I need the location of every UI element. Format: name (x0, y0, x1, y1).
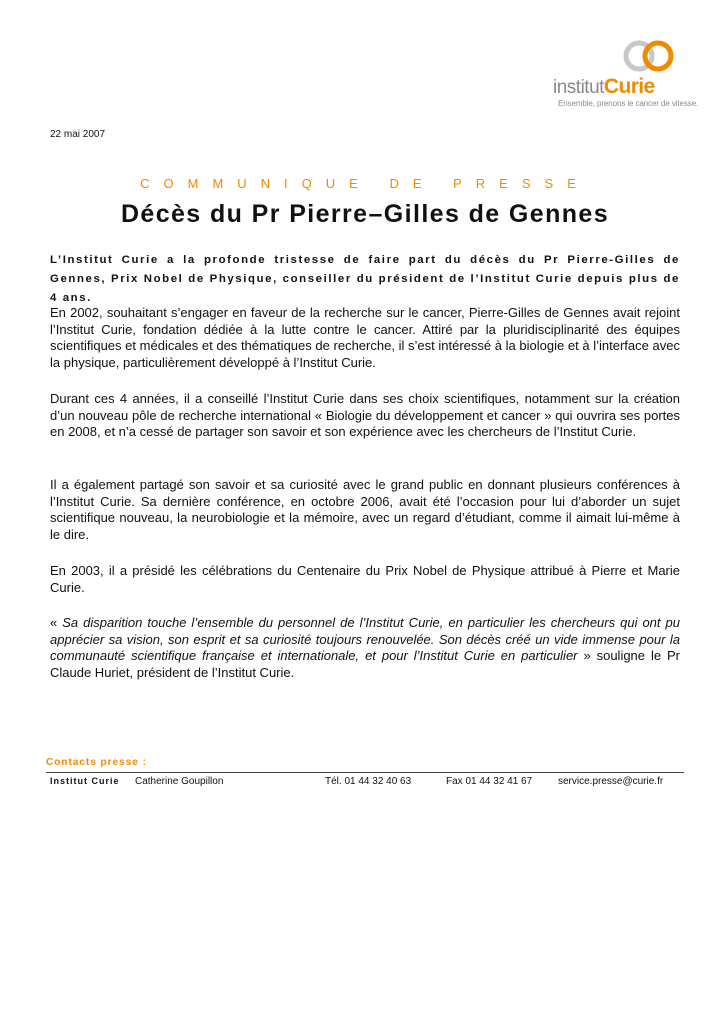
contacts-heading: Contacts presse : (46, 757, 147, 768)
contact-email[interactable]: service.presse@curie.fr (558, 776, 664, 787)
press-release-kicker: COMMUNIQUE DE PRESSE (140, 176, 590, 191)
body-paragraph-4: En 2003, il a présidé les célébrations du Centenaire du Prix Nobel de Physique attribué à Pierre et Marie Curie. (50, 563, 680, 595)
logo-tagline: Ensemble, prenons le cancer de vitesse. (558, 99, 699, 108)
release-date: 22 mai 2007 (50, 129, 106, 140)
quote-paragraph (50, 615, 680, 681)
contacts-divider (46, 772, 684, 773)
contact-phone: Tél. 01 44 32 40 63 (325, 776, 412, 787)
quote-attribution: » souligne le Pr Claude Huriet, président de l’Institut Curie. (50, 648, 680, 680)
contact-organization: Institut Curie (50, 776, 120, 786)
institut-curie-logo (553, 38, 699, 112)
logo-prefix: institut (553, 77, 604, 98)
logo-brand: Curie (603, 75, 655, 98)
quote-open-mark: « (50, 615, 63, 630)
quote-text: Sa disparition touche l’ensemble du personnel de l’Institut Curie, en particulier les chercheurs qui ont pu apprécier sa vision, son esprit et sa curiosité toujours renouvelée. Son décès créé un vide immense pour la communauté scientifique française et internationale, et pour l’Institut Curie en particulier (50, 615, 680, 663)
body-paragraph-2: Durant ces 4 années, il a conseillé l’Institut Curie dans ses choix scientifiques, notamment sur la création d’un nouveau pôle de recherche international « Biologie du développement et cancer » qui ouvrira ses portes en 2008, et n’a cessé de partager son savoir et son expérience avec les chercheurs de l’Institut Curie. (50, 391, 680, 439)
logo-rings-icon (619, 38, 679, 74)
page-title: Décès du Pr Pierre–Gilles de Gennes (120, 200, 610, 228)
body-paragraph-3: Il a également partagé son savoir et sa curiosité avec le grand public en donnant plusieurs conférences à l’Institut Curie. Sa dernière conférence, en octobre 2006, avait été l’occasion pour lui d’aborder un sujet scientifique nouveau, la neurobiologie et la mémoire, avec un regard d’étudiant, comme il aimait lui-même à le dire. (50, 477, 680, 542)
body-paragraph-1: En 2002, souhaitant s’engager en faveur de la recherche sur le cancer, Pierre-Gilles de Gennes avait rejoint l’Institut Curie, fondation dédiée à la lutte contre le cancer. Attiré par la pluridisciplinarité des équipes scientifiques et médicales et des thématiques de recherche, il s’est intéressé à la biologie et à l’interface avec la physique, particulièrement développé à l’Institut Curie. (50, 305, 680, 370)
contact-name: Catherine Goupillon (135, 776, 224, 787)
lead-paragraph: L’Institut Curie a la profonde tristesse de faire part du décès du Pr Pierre-Gilles de Gennes, Prix Nobel de Physique, conseiller du président de l’Institut Curie depuis plus de 4 ans. (50, 254, 680, 304)
logo-wordmark (553, 75, 683, 99)
contact-fax: Fax 01 44 32 41 67 (446, 776, 533, 787)
